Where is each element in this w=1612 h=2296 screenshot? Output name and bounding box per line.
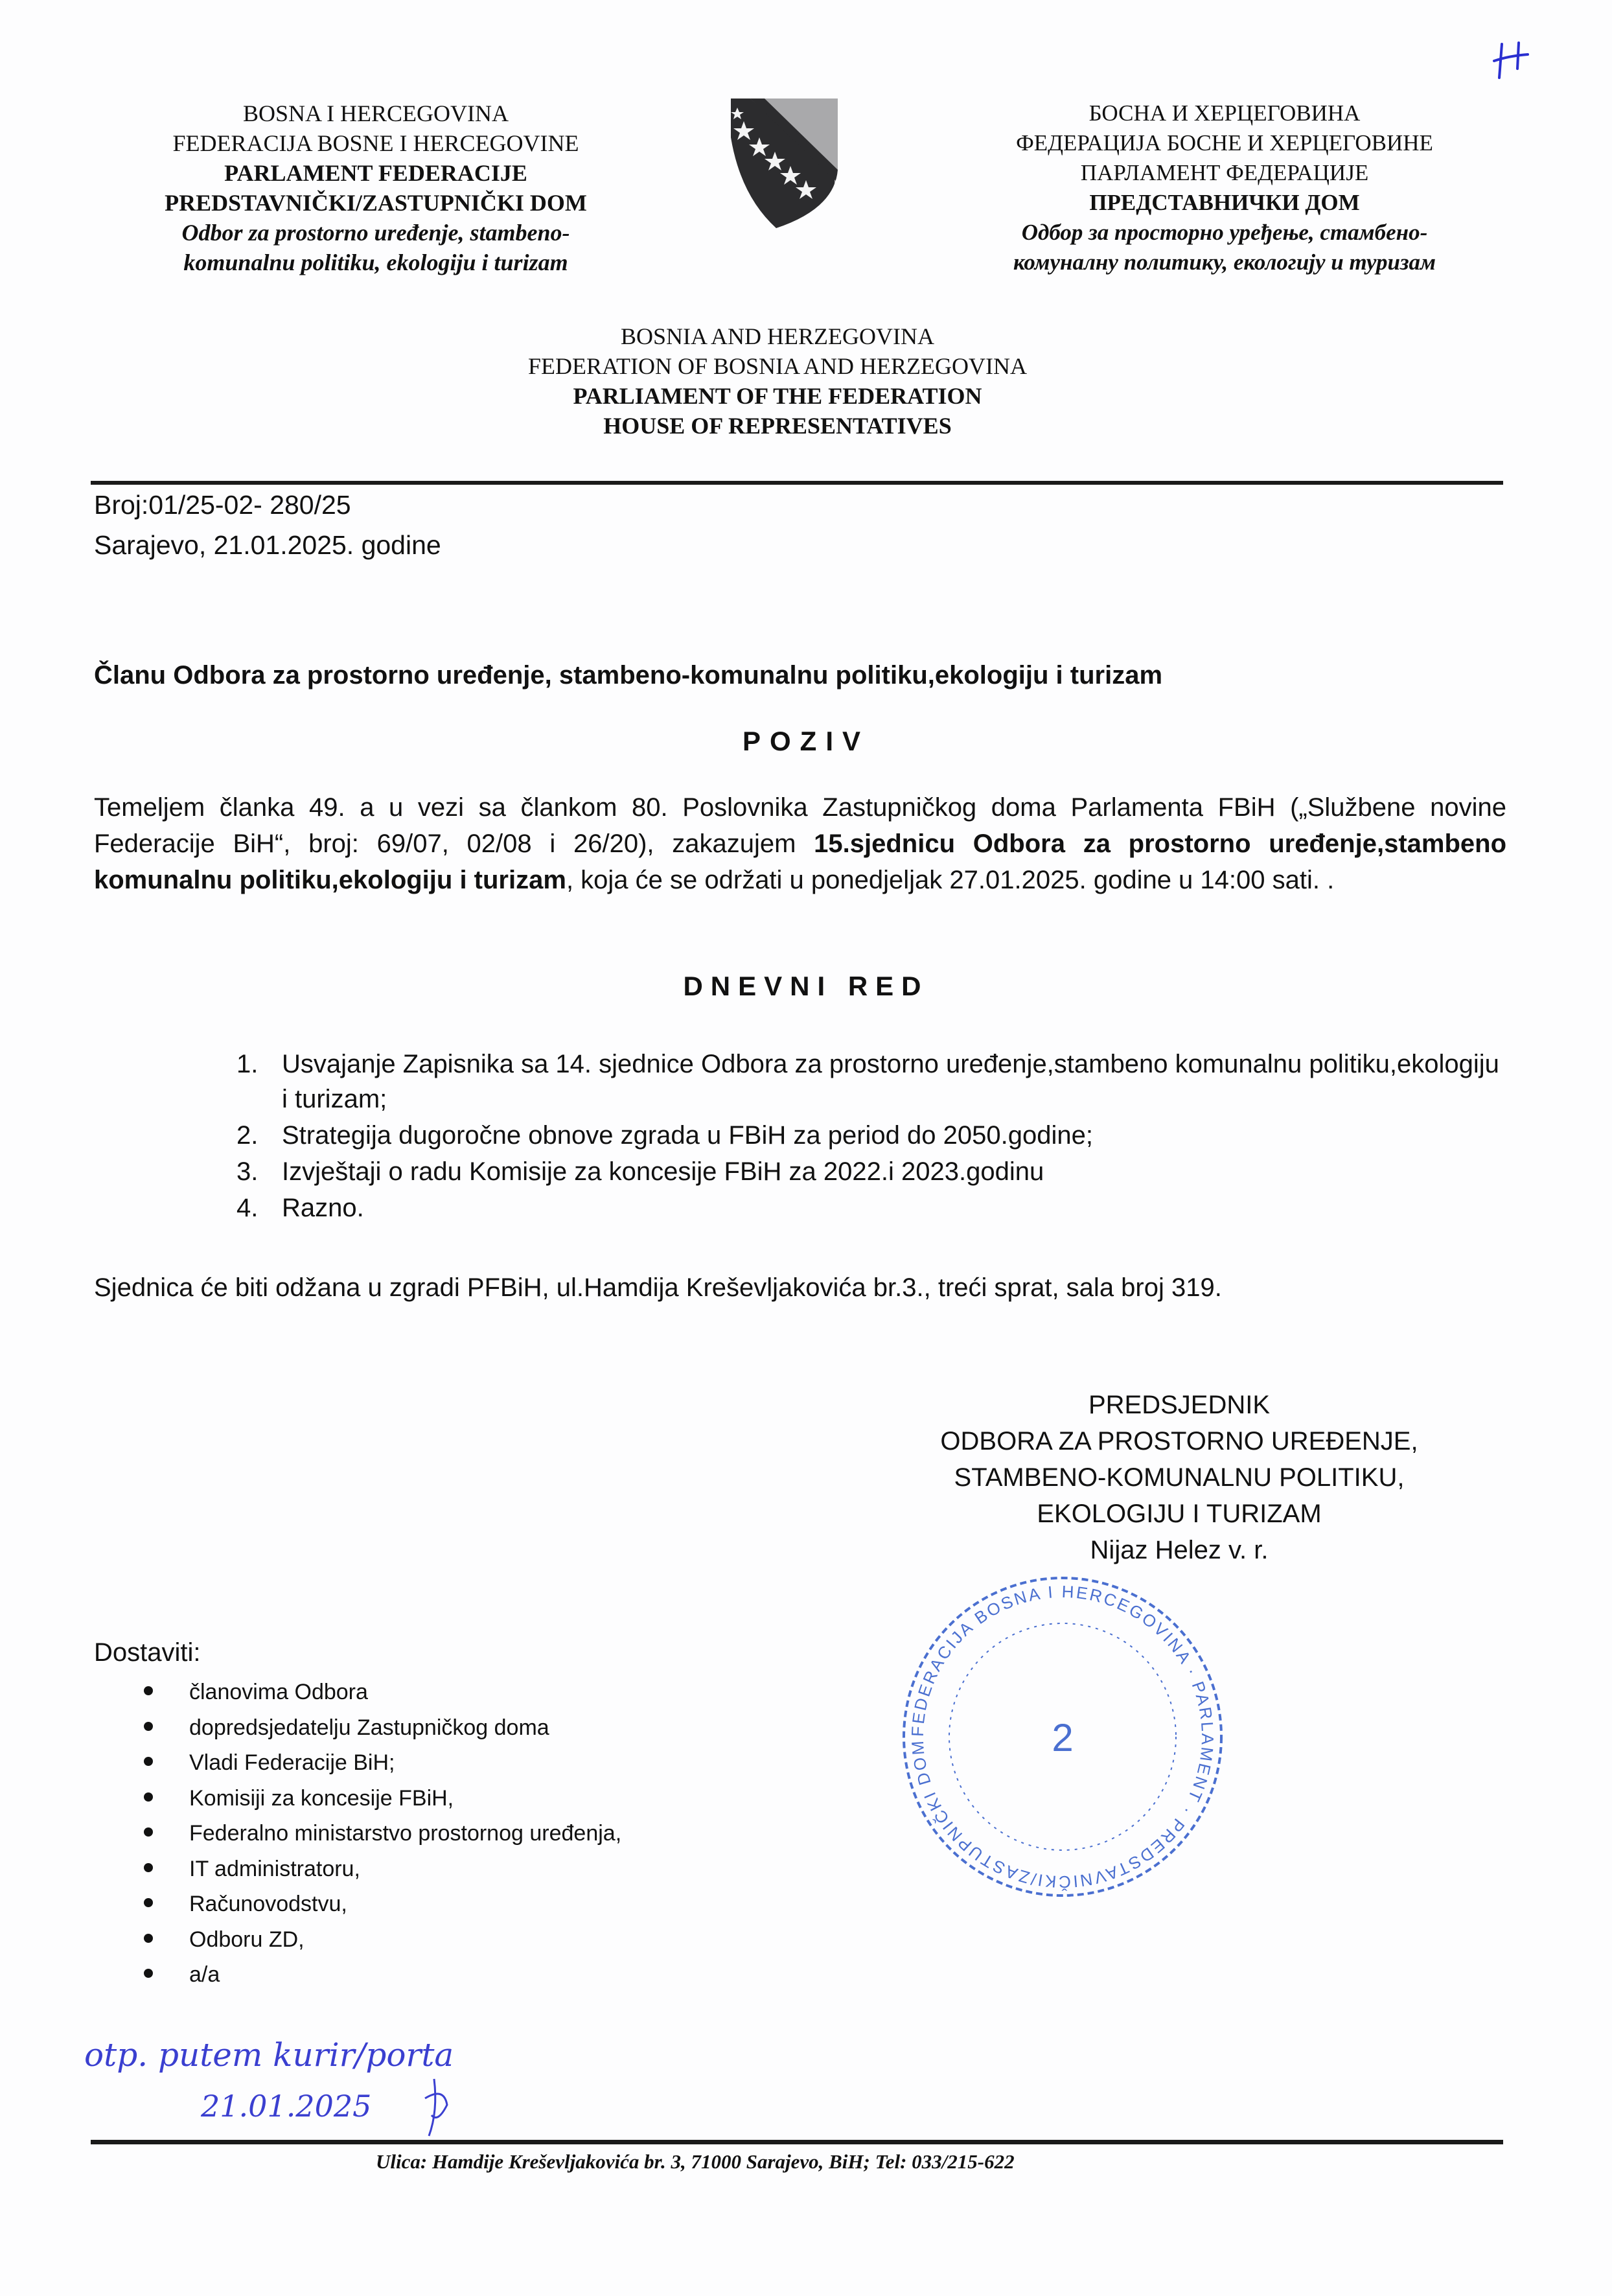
agenda-item (236, 1154, 1506, 1189)
distribution-item (130, 1857, 621, 1892)
agenda-item (236, 1190, 1506, 1225)
distribution-item-text: dopredsjedatelju Zastupničkog doma (189, 1715, 549, 1740)
handwritten-corner-mark (1490, 32, 1542, 84)
stamp-seal-icon (862, 1575, 1263, 1899)
distribution-item (130, 1680, 621, 1715)
header-english (389, 321, 1166, 441)
header-parliament: PARLAMENT FEDERACIJE (224, 160, 527, 186)
distribution-item-text: Federalno ministarstvo prostornog uređenja, (189, 1821, 622, 1846)
intro-text-2: , koja će se održati u ponedjeljak 27.01.2025. godine u 14:00 sati. . (566, 866, 1335, 894)
header-country: BOSNA I HERCEGOVINA (242, 100, 509, 126)
distribution-item (130, 1927, 621, 1963)
distribution-item (130, 1786, 621, 1822)
header-parliament-cyr: ПАРЛАМЕНТ ФЕДЕРАЦИЈЕ (1080, 160, 1369, 185)
agenda-item-text: Izvještaji o radu Komisije za koncesije FBiH za 2022.i 2023.godinu (282, 1157, 1044, 1186)
agenda-item (236, 1118, 1506, 1153)
stamp-ring-text: FEDERACIJA BOSNA I HERCEGOVINA · PARLAMENT · PREDSTAVNIČKI/ZASTUPNIČKI DOM (907, 1581, 1218, 1892)
header-country-en: BOSNIA AND HERZEGOVINA (621, 323, 934, 349)
agenda-item-number: 2. (236, 1121, 259, 1150)
handwritten-line-2: 21.01.2025 (201, 2089, 372, 2124)
header-house: PREDSTAVNIČKI/ZASTUPNIČKI DOM (165, 190, 587, 216)
header-committee-cyr-1: Одбор за просторно уређење, стамбено- (1021, 220, 1428, 245)
header-parliament-en: PARLIAMENT OF THE FEDERATION (573, 383, 982, 409)
agenda-item-number: 4. (236, 1194, 259, 1222)
header-federation-en: FEDERATION OF BOSNIA AND HERZEGOVINA (527, 353, 1027, 379)
intro-text-1: Temeljem članka 49. a u vezi sa člankom 80. Poslovnika Zastupničkog doma Parlamenta FBiH („Službene novine Federacije BiH“, broj: 69/07, 02/08 i 26/20), zakazujem (94, 793, 1506, 858)
handwriting-signature-icon (71, 2008, 564, 2137)
agenda-item-text: Razno. (282, 1194, 364, 1222)
bullet-icon (144, 1934, 153, 1943)
header-latin (97, 99, 654, 277)
venue-text: Sjednica će biti odžana u zgradi PFBiH, ul.Hamdija Kreševljakovića br.3., treći sprat, sala broj 319. (94, 1273, 1222, 1302)
signatory-name: Nijaz Helez v. r. (1090, 1536, 1269, 1564)
signature-title: PREDSJEDNIK (1088, 1391, 1271, 1419)
distribution-item-text: Računovodstvu, (189, 1892, 347, 1916)
header-house-en: HOUSE OF REPRESENTATIVES (603, 413, 952, 439)
handwritten-line-1: otp. putem kurir/porta (84, 2036, 454, 2074)
distribution-item (130, 1750, 621, 1786)
reference-number: Broj:01/25-02- 280/25 (94, 490, 351, 520)
document-reference (94, 487, 441, 568)
agenda-list (236, 1047, 1506, 1227)
document-title: POZIV (742, 726, 870, 756)
bullet-icon (144, 1792, 153, 1802)
salutation: Članu Odbora za prostorno uređenje, stambeno-komunalnu politiku,ekologiju i turizam (94, 661, 1163, 690)
header-federation: FEDERACIJA BOSNE I HERCEGOVINE (172, 130, 579, 156)
place-date: Sarajevo, 21.01.2025. godine (94, 530, 441, 560)
distribution-list (130, 1680, 621, 1998)
distribution-item-text: članovima Odbora (189, 1680, 368, 1704)
distribution-label: Dostaviti: (94, 1638, 201, 1667)
footer-divider (91, 2140, 1503, 2144)
header-federation-cyr: ФЕДЕРАЦИЈА БОСНЕ И ХЕРЦЕГОВИНЕ (1016, 130, 1433, 156)
footer-address: Ulica: Hamdije Kreševljakovića br. 3, 71000 Sarajevo, BiH; Tel: 033/215-622 (376, 2150, 1015, 2173)
agenda-item-number: 3. (236, 1157, 259, 1186)
agenda-item-number: 1. (236, 1050, 259, 1078)
distribution-item (130, 1715, 621, 1751)
signature-block (842, 1387, 1516, 1568)
bullet-icon (144, 1863, 153, 1872)
stamp-number: 2 (1052, 1716, 1074, 1759)
distribution-item-text: IT administratoru, (189, 1856, 360, 1881)
header-committee-cyr-2: комуналну политику, екологију и туризам (1013, 249, 1436, 275)
distribution-item (130, 1892, 621, 1927)
signature-committee-2: STAMBENO-KOMUNALNU POLITIKU, (954, 1463, 1405, 1492)
signature-committee-1: ODBORA ZA PROSTORNO UREĐENJE, (940, 1427, 1418, 1455)
bullet-icon (144, 1757, 153, 1766)
bullet-icon (144, 1827, 153, 1837)
coat-of-arms-icon (731, 99, 847, 235)
intro-paragraph (94, 789, 1506, 898)
header-cyrillic (920, 99, 1529, 277)
distribution-item (130, 1962, 621, 1998)
intro-session-name: 15.sjednicu Odbora za prostorno uređenje,stambeno komunalnu politiku,ekologiju i turizam (94, 829, 1507, 894)
agenda-item-text: Strategija dugoročne obnove zgrada u FBiH za period do 2050.godine; (282, 1121, 1093, 1150)
distribution-item (130, 1821, 621, 1857)
agenda-item-text: Usvajanje Zapisnika sa 14. sjednice Odbora za prostorno uređenje,stambeno komunalnu politiku,ekologiju i turizam; (282, 1050, 1499, 1113)
distribution-item-text: Komisiji za koncesije FBiH, (189, 1785, 454, 1811)
bullet-icon (144, 1722, 153, 1731)
bullet-icon (144, 1969, 153, 1978)
header-committee-1: Odbor za prostorno uređenje, stambeno- (181, 220, 570, 246)
bullet-icon (144, 1686, 153, 1695)
header-divider (91, 481, 1503, 485)
signature-committee-3: EKOLOGIJU I TURIZAM (1037, 1500, 1322, 1528)
official-stamp (862, 1575, 1263, 1899)
agenda-item (236, 1047, 1506, 1117)
handwritten-h-icon (1490, 32, 1542, 84)
bullet-icon (144, 1898, 153, 1907)
svg-text:FEDERACIJA BOSNA I HERCEGOVINA (862, 1575, 1217, 1892)
distribution-item-text: a/a (189, 1962, 220, 1987)
distribution-item-text: Vladi Federacije BiH; (189, 1750, 395, 1775)
header-committee-2: komunalnu politiku, ekologiju i turizam (183, 249, 568, 275)
distribution-item-text: Odboru ZD, (189, 1927, 305, 1952)
header-house-cyr: ПРЕДСТАВНИЧКИ ДОМ (1089, 190, 1360, 215)
handwritten-dispatch-note (71, 2008, 564, 2137)
agenda-title: DNEVNI RED (683, 971, 929, 1001)
header-country-cyr: БОСНА И ХЕРЦЕГОВИНА (1088, 100, 1361, 126)
coat-of-arms-logo (731, 99, 847, 235)
